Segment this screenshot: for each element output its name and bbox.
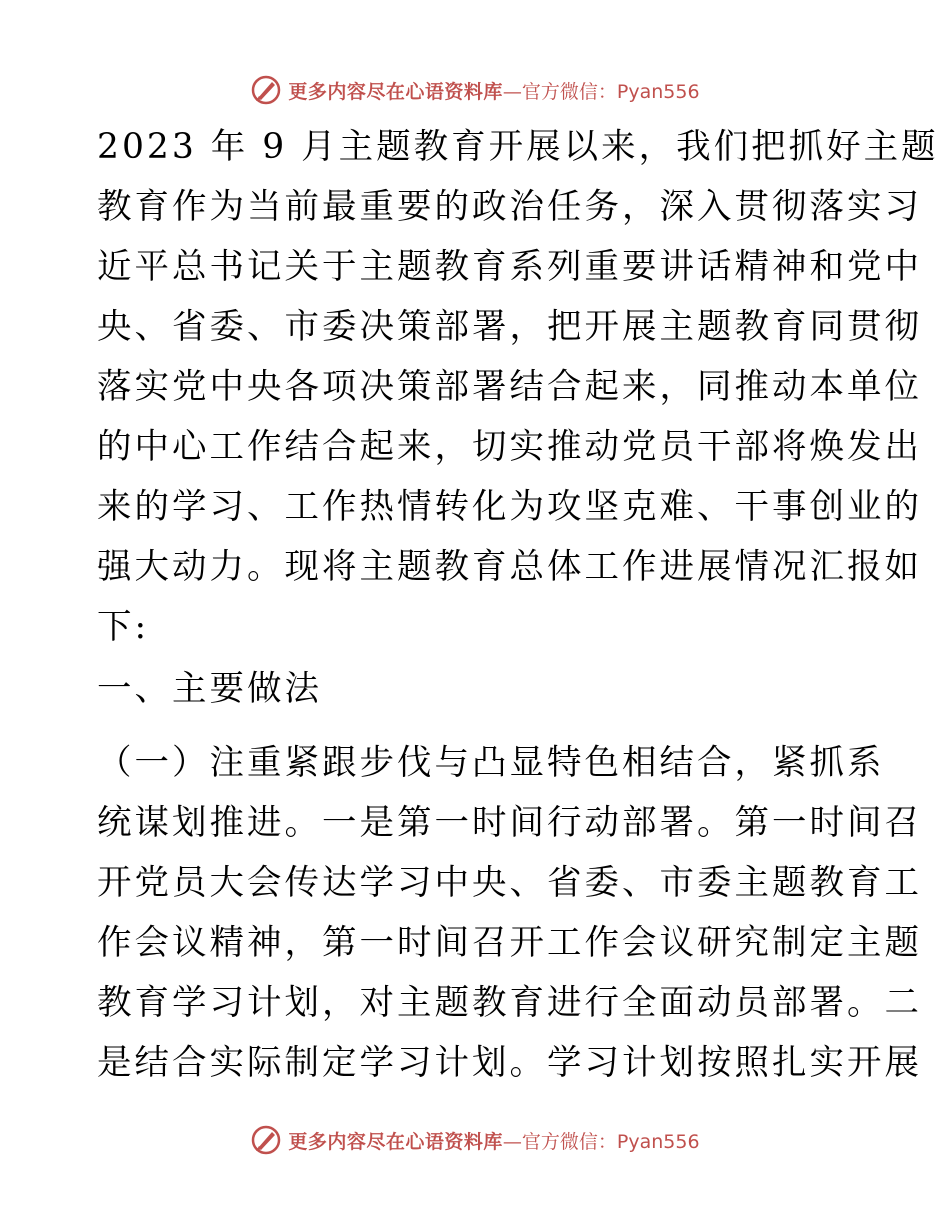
- text-line: 下:: [97, 607, 150, 647]
- text-line: 来的学习、工作热情转化为攻坚克难、干事创业的: [97, 487, 922, 527]
- text-line: 的中心工作结合起来，切实推动党员干部将焕发出: [97, 427, 922, 467]
- header-banner-text: [288, 77, 699, 104]
- header-separator: —: [502, 80, 522, 103]
- text-line: 央、省委、市委决策部署，把开展主题教育同贯彻: [97, 307, 922, 347]
- subsection-heading: （一）注重紧跟步伐与凸显特色相结合，紧抓系: [97, 743, 885, 783]
- footer-site-name: 更多内容尽在心语资料库: [288, 1130, 503, 1153]
- text-line: 教育作为当前最重要的政治任务，深入贯彻落实习: [97, 187, 922, 227]
- footer-separator: —: [502, 1130, 522, 1153]
- text-line: 统谋划推进。一是第一时间行动部署。第一时间召: [97, 803, 922, 843]
- quill-logo-icon: [250, 74, 282, 106]
- text-line: 近平总书记关于主题教育系列重要讲话精神和党中: [97, 247, 922, 287]
- header-site-name: 更多内容尽在心语资料库: [288, 80, 503, 103]
- header-banner: [0, 70, 950, 110]
- quill-logo-icon: [250, 1124, 282, 1156]
- text-line: 2023 年 9 月主题教育开展以来，我们把抓好主题: [97, 127, 939, 167]
- text-line: 教育学习计划，对主题教育进行全面动员部署。二: [97, 983, 922, 1023]
- section-heading: 一、主要做法: [97, 669, 322, 709]
- text-line: 强大动力。现将主题教育总体工作进展情况汇报如: [97, 547, 922, 587]
- text-line: 落实党中央各项决策部署结合起来，同推动本单位: [97, 367, 922, 407]
- footer-wechat: 官方微信：Pyan556: [521, 1130, 700, 1153]
- body-text: [97, 117, 939, 1097]
- text-line: 作会议精神，第一时间召开工作会议研究制定主题: [97, 923, 922, 963]
- header-wechat: 官方微信：Pyan556: [521, 80, 700, 103]
- text-line: 开党员大会传达学习中央、省委、市委主题教育工: [97, 863, 922, 903]
- footer-banner: [0, 1120, 950, 1160]
- footer-banner-text: [288, 1127, 699, 1154]
- text-line: 是结合实际制定学习计划。学习计划按照扎实开展: [97, 1043, 922, 1083]
